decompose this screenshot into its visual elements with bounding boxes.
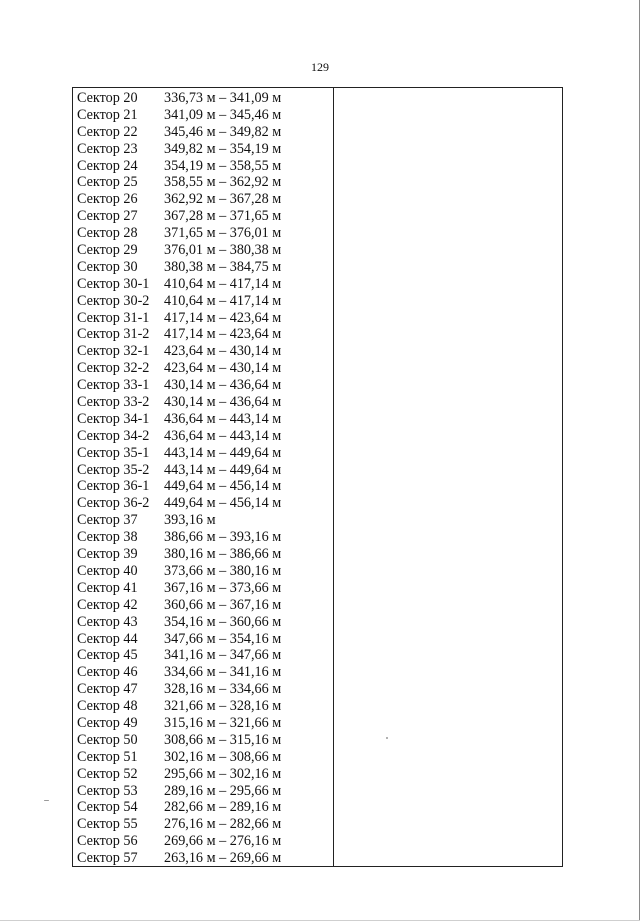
sector-name: Сектор 32-2 — [77, 360, 150, 377]
table-row — [77, 377, 329, 394]
table-row — [77, 225, 329, 242]
scan-speck — [386, 737, 388, 739]
sector-name: Сектор 43 — [77, 613, 138, 630]
sector-name: Сектор 41 — [77, 579, 138, 596]
sector-name: Сектор 47 — [77, 681, 138, 698]
elevation-range: 269,66 м – 276,16 м — [164, 833, 282, 850]
table-row — [77, 597, 329, 614]
sector-name: Сектор 24 — [77, 157, 138, 174]
elevation-range: 345,46 м – 349,82 м — [164, 123, 282, 140]
table-row — [77, 259, 329, 276]
elevation-range: 295,66 м – 302,16 м — [164, 765, 282, 782]
elevation-range: 380,38 м – 384,75 м — [164, 258, 282, 275]
column-divider — [333, 88, 334, 866]
elevation-range: 376,01 м – 380,38 м — [164, 242, 282, 259]
sector-name: Сектор 25 — [77, 174, 138, 191]
sector-name: Сектор 37 — [77, 512, 138, 529]
elevation-range: 336,73 м – 341,09 м — [164, 90, 282, 106]
table-row — [77, 158, 329, 175]
elevation-range: 334,66 м – 341,16 м — [164, 664, 282, 681]
elevation-range: 358,55 м – 362,92 м — [164, 174, 282, 191]
elevation-range: 362,92 м – 367,28 м — [164, 191, 282, 208]
table-row — [77, 495, 329, 512]
table-row — [77, 191, 329, 208]
table-row — [77, 242, 329, 259]
elevation-range: 430,14 м – 436,64 м — [164, 377, 282, 394]
sector-name: Сектор 39 — [77, 546, 138, 563]
sector-name: Сектор 30 — [77, 258, 138, 275]
sector-rows — [77, 90, 329, 867]
table-row — [77, 833, 329, 850]
sector-name: Сектор 33-2 — [77, 394, 150, 411]
elevation-range: 423,64 м – 430,14 м — [164, 343, 282, 360]
sector-name: Сектор 32-1 — [77, 343, 150, 360]
elevation-range: 367,16 м – 373,66 м — [164, 579, 282, 596]
sector-name: Сектор 30-1 — [77, 275, 150, 292]
elevation-range: 321,66 м – 328,16 м — [164, 698, 282, 715]
table-row — [77, 698, 329, 715]
table-row — [77, 310, 329, 327]
table-row — [77, 478, 329, 495]
elevation-range: 386,66 м – 393,16 м — [164, 529, 282, 546]
sector-name: Сектор 31-2 — [77, 326, 150, 343]
elevation-range: 393,16 м — [164, 512, 216, 529]
table-row — [77, 715, 329, 732]
sector-name: Сектор 26 — [77, 191, 138, 208]
sector-table — [72, 87, 563, 867]
table-row — [77, 647, 329, 664]
table-row — [77, 124, 329, 141]
table-row — [77, 816, 329, 833]
sector-name: Сектор 48 — [77, 698, 138, 715]
sector-name: Сектор 34-2 — [77, 427, 150, 444]
sector-name: Сектор 46 — [77, 664, 138, 681]
table-row — [77, 783, 329, 800]
sector-name: Сектор 56 — [77, 833, 138, 850]
table-row — [77, 174, 329, 191]
elevation-range: 449,64 м – 456,14 м — [164, 495, 282, 512]
table-row — [77, 546, 329, 563]
elevation-range: 347,66 м – 354,16 м — [164, 630, 282, 647]
table-row — [77, 360, 329, 377]
elevation-range: 423,64 м – 430,14 м — [164, 360, 282, 377]
sector-name: Сектор 49 — [77, 714, 138, 731]
elevation-range: 367,28 м – 371,65 м — [164, 208, 282, 225]
elevation-range: 436,64 м – 443,14 м — [164, 410, 282, 427]
elevation-range: 354,16 м – 360,66 м — [164, 613, 282, 630]
elevation-range: 276,16 м – 282,66 м — [164, 816, 282, 833]
sector-name: Сектор 38 — [77, 529, 138, 546]
table-row — [77, 428, 329, 445]
elevation-range: 341,09 м – 345,46 м — [164, 106, 282, 123]
sector-name: Сектор 36-2 — [77, 495, 150, 512]
table-row — [77, 580, 329, 597]
table-row — [77, 614, 329, 631]
elevation-range: 349,82 м – 354,19 м — [164, 140, 282, 157]
table-row — [77, 462, 329, 479]
sector-name: Сектор 52 — [77, 765, 138, 782]
elevation-range: 315,16 м – 321,66 м — [164, 714, 282, 731]
sector-name: Сектор 23 — [77, 140, 138, 157]
page-number: 129 — [311, 60, 329, 74]
sector-name: Сектор 35-2 — [77, 461, 150, 478]
elevation-range: 341,16 м – 347,66 м — [164, 647, 282, 664]
elevation-range: 289,16 м – 295,66 м — [164, 782, 282, 799]
elevation-range: 410,64 м – 417,14 м — [164, 275, 282, 292]
sector-name: Сектор 53 — [77, 782, 138, 799]
table-row — [77, 732, 329, 749]
table-row — [77, 681, 329, 698]
sector-name: Сектор 34-1 — [77, 410, 150, 427]
elevation-range: 354,19 м – 358,55 м — [164, 157, 282, 174]
table-row — [77, 563, 329, 580]
sector-name: Сектор 54 — [77, 799, 138, 816]
elevation-range: 263,16 м – 269,66 м — [164, 850, 282, 867]
sector-name: Сектор 30-2 — [77, 292, 150, 309]
table-row — [77, 276, 329, 293]
elevation-range: 308,66 м – 315,16 м — [164, 731, 282, 748]
scan-speck — [44, 800, 49, 801]
sector-name: Сектор 22 — [77, 123, 138, 140]
elevation-range: 430,14 м – 436,64 м — [164, 394, 282, 411]
elevation-range: 417,14 м – 423,64 м — [164, 326, 282, 343]
elevation-range: 443,14 м – 449,64 м — [164, 461, 282, 478]
sector-name: Сектор 33-1 — [77, 377, 150, 394]
table-row — [77, 90, 329, 107]
sector-name: Сектор 57 — [77, 850, 138, 867]
table-row — [77, 749, 329, 766]
elevation-range: 373,66 м – 380,16 м — [164, 562, 282, 579]
elevation-range: 371,65 м – 376,01 м — [164, 225, 282, 242]
sector-name: Сектор 40 — [77, 562, 138, 579]
sector-name: Сектор 27 — [77, 208, 138, 225]
elevation-range: 449,64 м – 456,14 м — [164, 478, 282, 495]
elevation-range: 302,16 м – 308,66 м — [164, 748, 282, 765]
table-row — [77, 664, 329, 681]
table-row — [77, 411, 329, 428]
elevation-range: 410,64 м – 417,14 м — [164, 292, 282, 309]
sector-name: Сектор 45 — [77, 647, 138, 664]
table-row — [77, 343, 329, 360]
sector-name: Сектор 36-1 — [77, 478, 150, 495]
elevation-range: 443,14 м – 449,64 м — [164, 444, 282, 461]
table-row — [77, 107, 329, 124]
sector-name: Сектор 42 — [77, 596, 138, 613]
elevation-range: 436,64 м – 443,14 м — [164, 427, 282, 444]
elevation-range: 328,16 м – 334,66 м — [164, 681, 282, 698]
sector-name: Сектор 21 — [77, 106, 138, 123]
sector-name: Сектор 50 — [77, 731, 138, 748]
table-row — [77, 293, 329, 310]
table-row — [77, 529, 329, 546]
sector-name: Сектор 28 — [77, 225, 138, 242]
elevation-range: 380,16 м – 386,66 м — [164, 546, 282, 563]
table-row — [77, 141, 329, 158]
table-row — [77, 631, 329, 648]
table-row — [77, 208, 329, 225]
table-row — [77, 850, 329, 867]
sector-name: Сектор 20 — [77, 90, 138, 106]
elevation-range: 417,14 м – 423,64 м — [164, 309, 282, 326]
elevation-range: 282,66 м – 289,16 м — [164, 799, 282, 816]
sector-name: Сектор 51 — [77, 748, 138, 765]
table-row — [77, 766, 329, 783]
table-row — [77, 326, 329, 343]
table-row — [77, 799, 329, 816]
sector-name: Сектор 31-1 — [77, 309, 150, 326]
table-row — [77, 445, 329, 462]
elevation-range: 360,66 м – 367,16 м — [164, 596, 282, 613]
sector-name: Сектор 44 — [77, 630, 138, 647]
sector-name: Сектор 35-1 — [77, 444, 150, 461]
table-row — [77, 512, 329, 529]
sector-name: Сектор 29 — [77, 242, 138, 259]
sector-name: Сектор 55 — [77, 816, 138, 833]
table-row — [77, 394, 329, 411]
